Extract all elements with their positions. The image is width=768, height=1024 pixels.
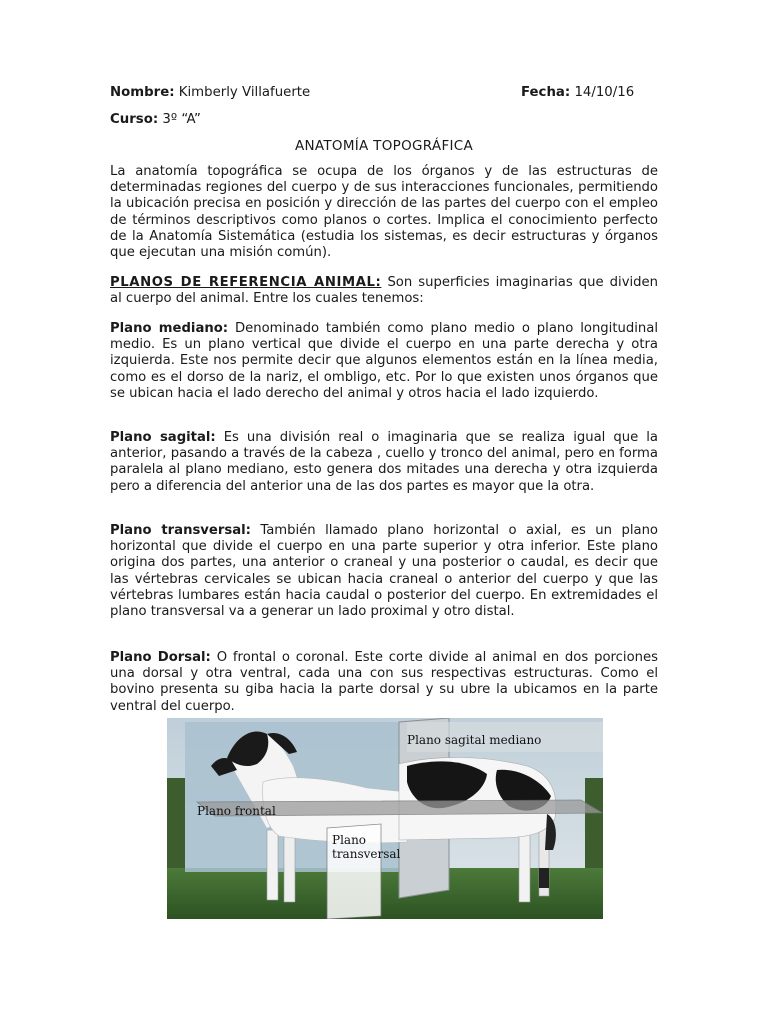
curso-field: [110, 112, 201, 127]
label-plano-sagital-mediano: Plano sagital mediano: [407, 733, 542, 747]
horse-planes-illustration: [167, 718, 603, 919]
grass-ground: [167, 868, 603, 919]
label-plano-frontal: Plano frontal: [197, 804, 276, 818]
plano-sagital-term: Plano sagital:: [110, 430, 216, 445]
curso-label: Curso:: [110, 112, 159, 127]
horse-planes-figure: [167, 718, 603, 919]
plano-transversal-term: Plano transversal:: [110, 523, 251, 538]
label-plano-transversal-2: transversal: [332, 847, 401, 861]
plano-dorsal-text: O frontal o coronal. Este corte divide al animal en dos porciones una dorsal y otra ventral, cada una con sus respectivas estructuras. Como el bovino presenta su giba hacia la parte dorsal y su ubre la ubicamos en la parte ventral del cuerpo.: [110, 650, 658, 714]
fecha-label: Fecha:: [521, 85, 571, 100]
fecha-value: 14/10/16: [574, 85, 635, 100]
intro-paragraph: La anatomía topográfica se ocupa de los órganos y de las estructuras de determinadas regiones del cuerpo y de sus interacciones funcionales, permitiendo la ubicación precisa en posición y dirección de las partes del cuerpo con el empleo de términos descriptivos como planos o cortes. Implica el conocimiento perfecto de la Anatomía Sistemática (estudia los sistemas, es decir estructuras y órganos que ejecutan una misión común).: [110, 164, 658, 261]
plano-mediano-text: Denominado también como plano medio o plano longitudinal medio. Es un plano vertical que divide el cuerpo en una parte derecha y otra izquierda. Este nos permite decir que algunos elementos están en la línea media, como es el dorso de la nariz, el ombligo, etc. Por lo que existen unos órganos que se ubican hacia el lado derecho del animal y otros hacia el lado izquierdo.: [110, 321, 659, 401]
plano-mediano-paragraph: [110, 321, 658, 402]
nombre-value: Kimberly Villafuerte: [178, 85, 311, 100]
planos-term: PLANOS DE REFERENCIA ANIMAL:: [110, 275, 382, 290]
plano-mediano-term: Plano mediano:: [110, 321, 229, 336]
plano-dorsal-term: Plano Dorsal:: [110, 650, 211, 665]
label-plano-transversal-1: Plano: [332, 833, 367, 847]
plano-transversal-text: También llamado plano horizontal o axial, es un plano horizontal que divide el cuerpo en una parte superior y otra inferior. Este plano origina dos partes, una anterior o craneal y una posterior o caudal, es decir que las vértebras cervicales se ubican hacia craneal o anterior del cuerpo y que las vértebras lumbares están hacia caudal o posterior del cuerpo. En extremidades el plano transversal va a generar un lado proximal y otro distal.: [110, 523, 658, 620]
header-row: [110, 85, 670, 100]
curso-value: 3º “A”: [162, 112, 201, 127]
planos-text: Son superficies imaginarias que dividen al cuerpo del animal. Entre los cuales tenemos:: [110, 275, 659, 307]
document-title: ANATOMÍA TOPOGRÁFICA: [294, 138, 474, 154]
plano-dorsal-paragraph: [110, 650, 658, 715]
plano-sagital-paragraph: [110, 430, 658, 495]
plano-sagital-text: Es una división real o imaginaria que se realiza igual que la anterior, pasando a través de la cabeza , cuello y tronco del animal, pero en forma paralela al plano mediano, esto genera dos mitades una derecha y otra izquierda pero a diferencia del anterior una de las dos partes es mayor que la otra.: [110, 430, 658, 494]
plano-transversal-paragraph: [110, 523, 658, 620]
planos-paragraph: [110, 275, 658, 307]
fecha-field: [521, 85, 634, 100]
nombre-label: Nombre:: [110, 85, 175, 100]
